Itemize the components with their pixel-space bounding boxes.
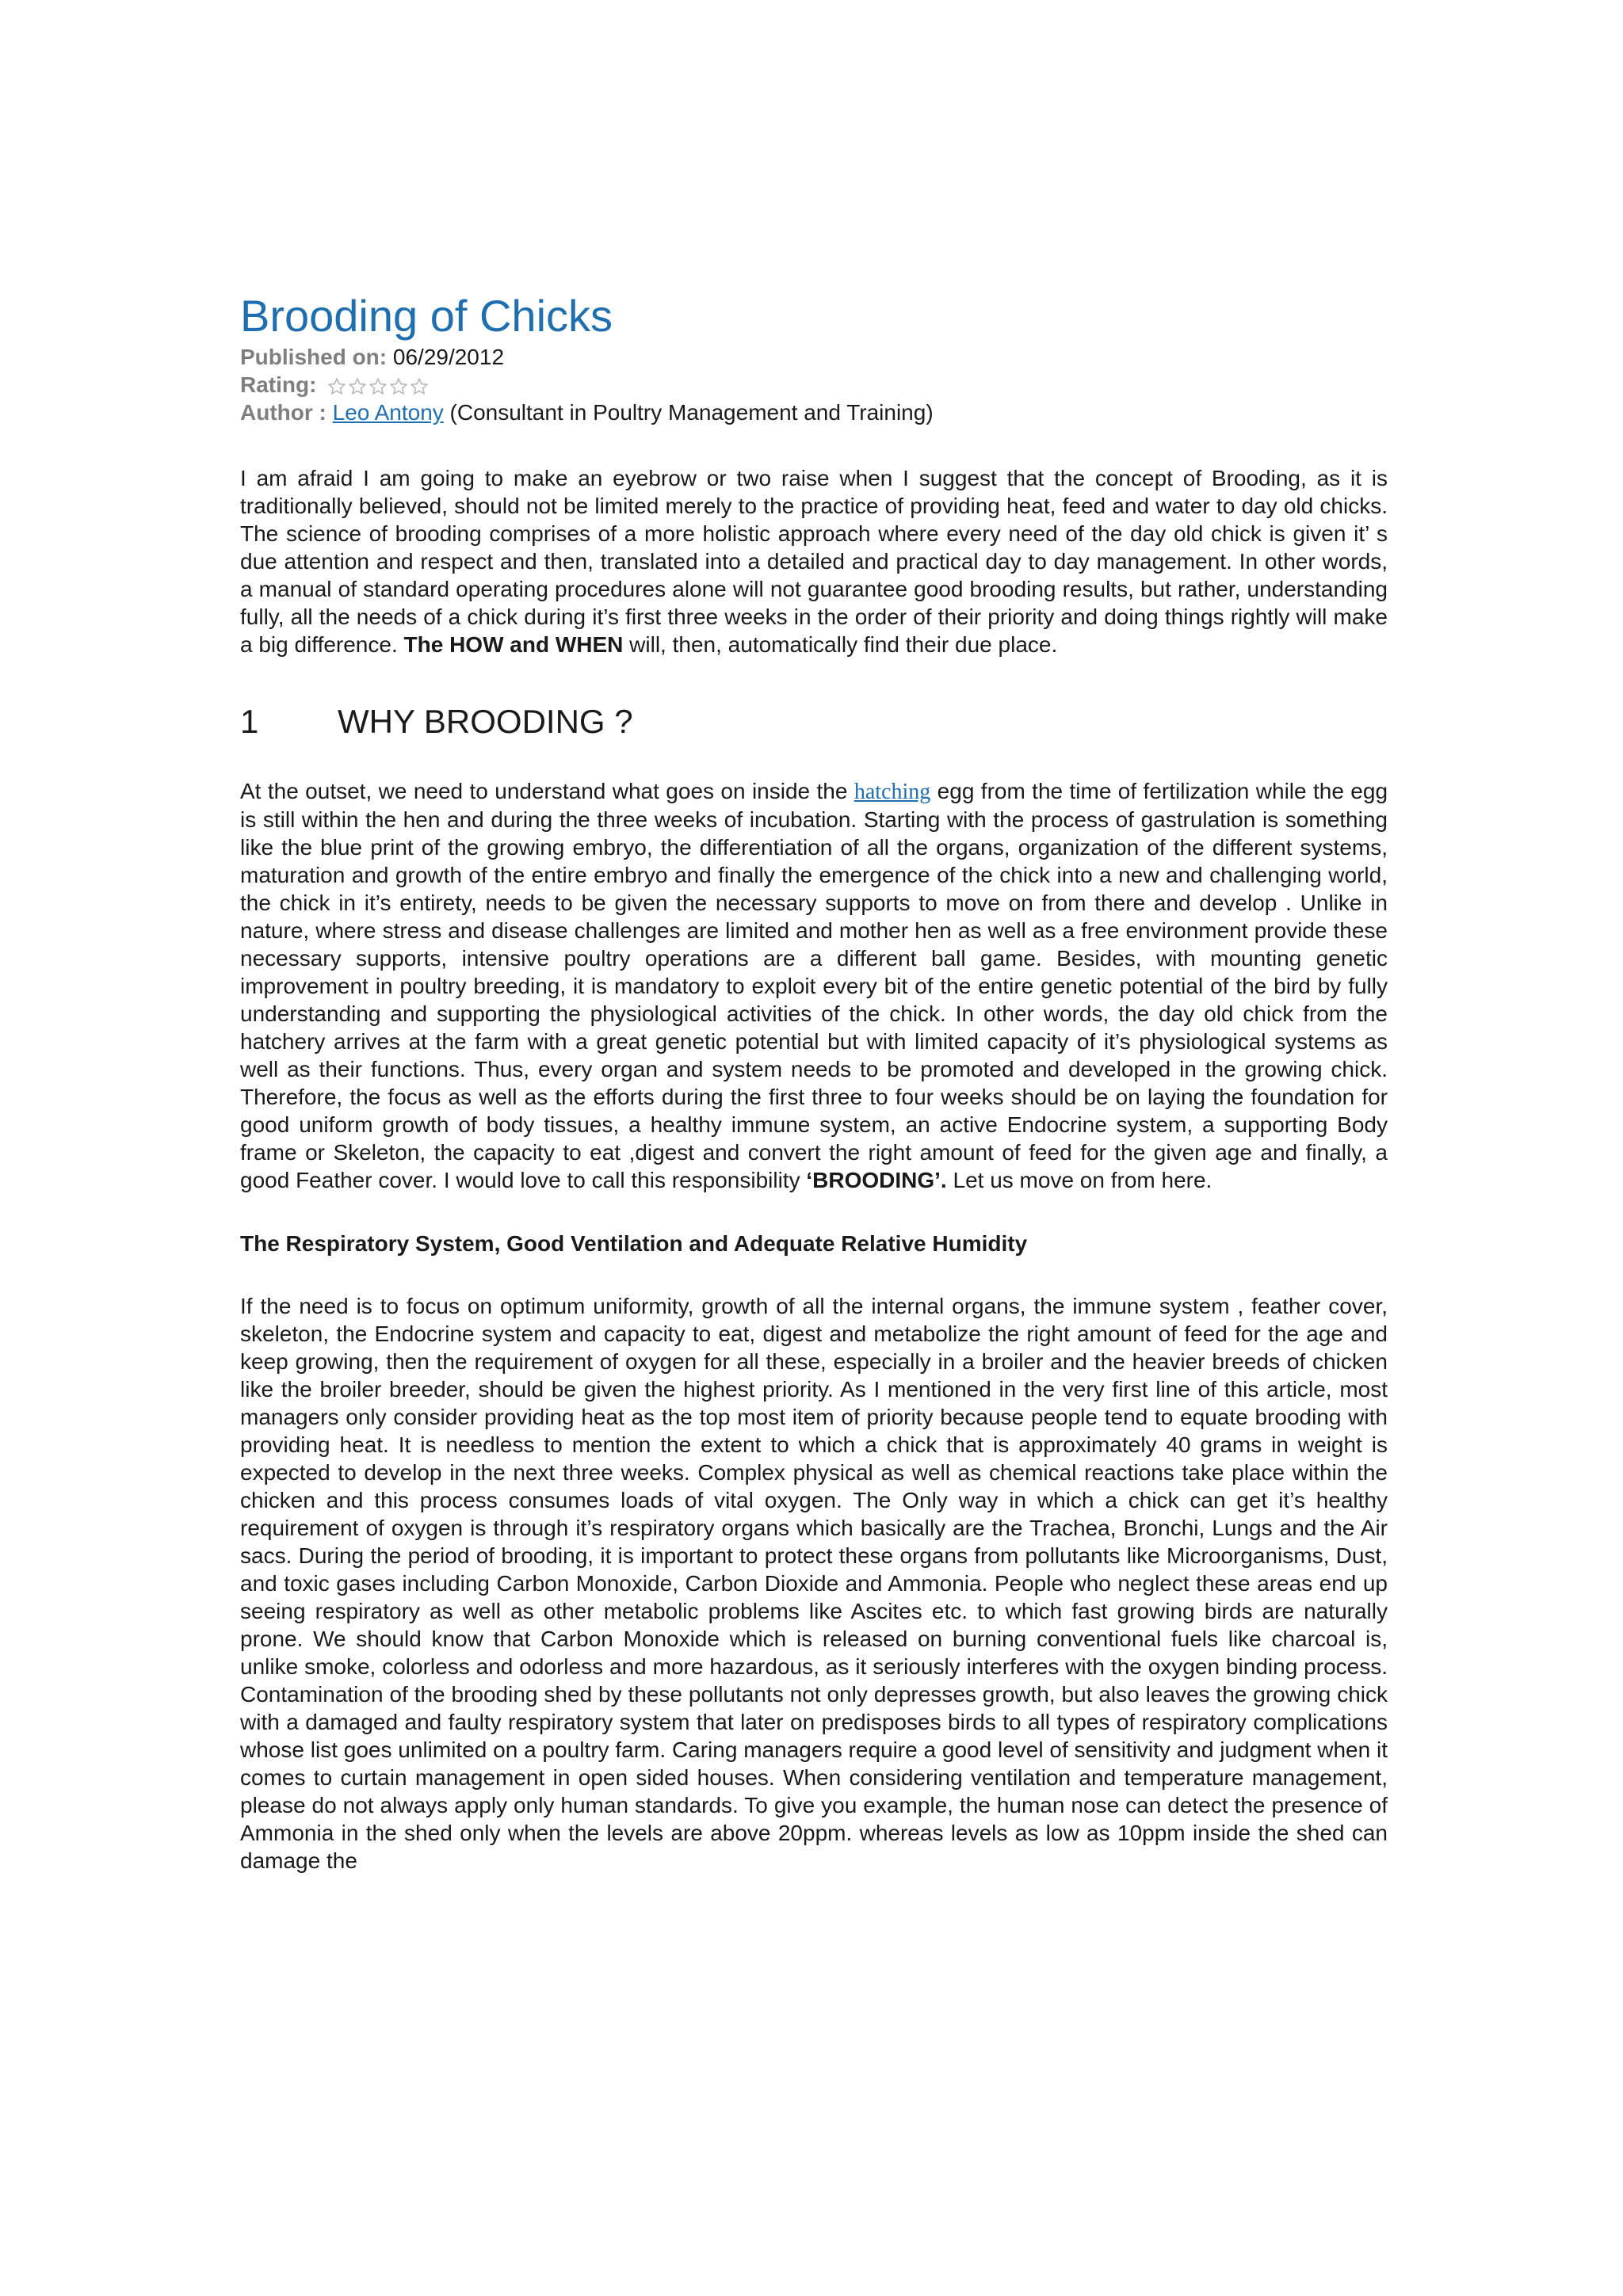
paragraph-text-end: Let us move on from here. bbox=[953, 1168, 1212, 1192]
section-heading bbox=[240, 701, 1388, 742]
article-page bbox=[240, 289, 1388, 1875]
respiratory-subheading: The Respiratory System, Good Ventilation and Adequate Relative Humidity bbox=[240, 1231, 1028, 1256]
brooding-bold-term: ‘BROODING’. bbox=[806, 1168, 947, 1192]
author-line bbox=[240, 399, 1388, 426]
rating-line bbox=[240, 371, 1388, 399]
section-title: WHY BROODING ? bbox=[338, 703, 633, 740]
hatching-link[interactable]: hatching bbox=[854, 780, 931, 804]
published-line bbox=[240, 343, 1388, 371]
published-date: 06/29/2012 bbox=[392, 345, 505, 369]
intro-bold-text: The HOW and WHEN bbox=[403, 632, 624, 657]
paragraph-text: egg from the time of fertilization while the egg is still within the hen and during the three weeks of incubation. Starting with the process of gastrulation is something like the blue print of the growing embryo, the differentiation of all the organs, organization of the different systems, maturation and growth of the entire embryo and finally the emergence of the chick into a new and challenging world, the chick in it’s entirety, needs to be given the necessary supports to move on from there and develop . Unlike in nature, where stress and disease challenges are limited and mother hen as well as a free environment provide these necessary supports, intensive poultry operations are a different ball game. Besides, with mounting genetic improvement in poultry breeding, it is mandatory to exploit every bit of the entire genetic potential of the bird by fully understanding and supporting the physiological activities of the chick. In other words, the day old chick from the hatchery arrives at the farm with a great genetic potential but with limited capacity of it’s physiological systems as well as their functions. Thus, every organ and system needs to be promoted and developed in the growing chick. Therefore, the focus as well as the efforts during the first three to four weeks should be on laying the foundation for good uniform growth of body tissues, a healthy immune system, an active Endocrine system, a supporting Body frame or Skeleton, the capacity to eat ,digest and convert the right amount of feed for the given age and finally, a good Feather cover. I would love to call this responsibility bbox=[240, 779, 1388, 1192]
author-link[interactable]: Leo Antony bbox=[332, 400, 444, 425]
rating-stars[interactable] bbox=[327, 377, 429, 396]
intro-text: I am afraid I am going to make an eyebrow or two raise when I suggest that the concept of Brooding, as it is traditionally believed, should not be limited merely to the practice of providing heat, feed and water to day old chicks. The science of brooding comprises of a more holistic approach where every need of the day old chick is given it’ s due attention and respect and then, translated into a detailed and practical day to day management. In other words, a manual of standard operating procedures alone will not guarantee good brooding results, but rather, understanding fully, all the needs of a chick during it’s first three weeks in the order of their priority and doing things rightly will make a big difference. bbox=[240, 466, 1388, 657]
star-outline-icon[interactable] bbox=[389, 377, 408, 396]
author-role: (Consultant in Poultry Management and Training) bbox=[449, 400, 934, 425]
star-outline-icon[interactable] bbox=[369, 377, 388, 396]
star-outline-icon[interactable] bbox=[410, 377, 429, 396]
intro-paragraph bbox=[240, 464, 1388, 658]
paragraph-text: At the outset, we need to understand what goes on inside the bbox=[240, 779, 848, 803]
respiratory-paragraph: If the need is to focus on optimum uniformity, growth of all the internal organs, the immune system , feather cover, skeleton, the Endocrine system and capacity to eat, digest and metabolize the right amount of feed for the age and keep growing, then the requirement of oxygen for all these, especially in a broiler and the heavier breeds of chicken like the broiler breeder, should be given the highest priority. As I mentioned in the very first line of this article, most managers only consider providing heat as the top most item of priority because people tend to equate brooding with providing heat. It is needless to mention the extent to which a chick that is approximately 40 grams in weight is expected to develop in the next three weeks. Complex physical as well as chemical reactions take place within the chicken and this process consumes loads of vital oxygen. The Only way in which a chick can get it’s healthy requirement of oxygen is through it’s respiratory organs which basically are the Trachea, Bronchi, Lungs and the Air sacs. During the period of brooding, it is important to protect these organs from pollutants like Microorganisms, Dust, and toxic gases including Carbon Monoxide, Carbon Dioxide and Ammonia. People who neglect these areas end up seeing respiratory as well as other metabolic problems like Ascites etc. to which fast growing birds are naturally prone. We should know that Carbon Monoxide which is released on burning conventional fuels like charcoal is, unlike smoke, colorless and odorless and more hazardous, as it seriously interferes with the oxygen binding process. Contamination of the brooding shed by these pollutants not only depresses growth, but also leaves the growing chick with a damaged and faulty respiratory system that later on predisposes birds to all types of respiratory complications whose list goes unlimited on a poultry farm. Caring managers require a good level of sensitivity and judgment when it comes to curtain management in open sided houses. When considering ventilation and temperature management, please do not always apply only human standards. To give you example, the human nose can detect the presence of Ammonia in the shed only when the levels are above 20ppm. whereas levels as low as 10ppm inside the shed can damage the bbox=[240, 1294, 1388, 1873]
why-brooding-paragraph bbox=[240, 777, 1388, 1194]
author-label: Author : bbox=[240, 400, 327, 425]
published-label: Published on: bbox=[240, 345, 388, 369]
rating-label: Rating: bbox=[240, 372, 317, 397]
article-title: Brooding of Chicks bbox=[240, 291, 613, 341]
star-outline-icon[interactable] bbox=[348, 377, 367, 396]
star-outline-icon[interactable] bbox=[327, 377, 346, 396]
section-number: 1 bbox=[240, 703, 259, 740]
intro-text-end: will, then, automatically find their due place. bbox=[629, 632, 1058, 657]
